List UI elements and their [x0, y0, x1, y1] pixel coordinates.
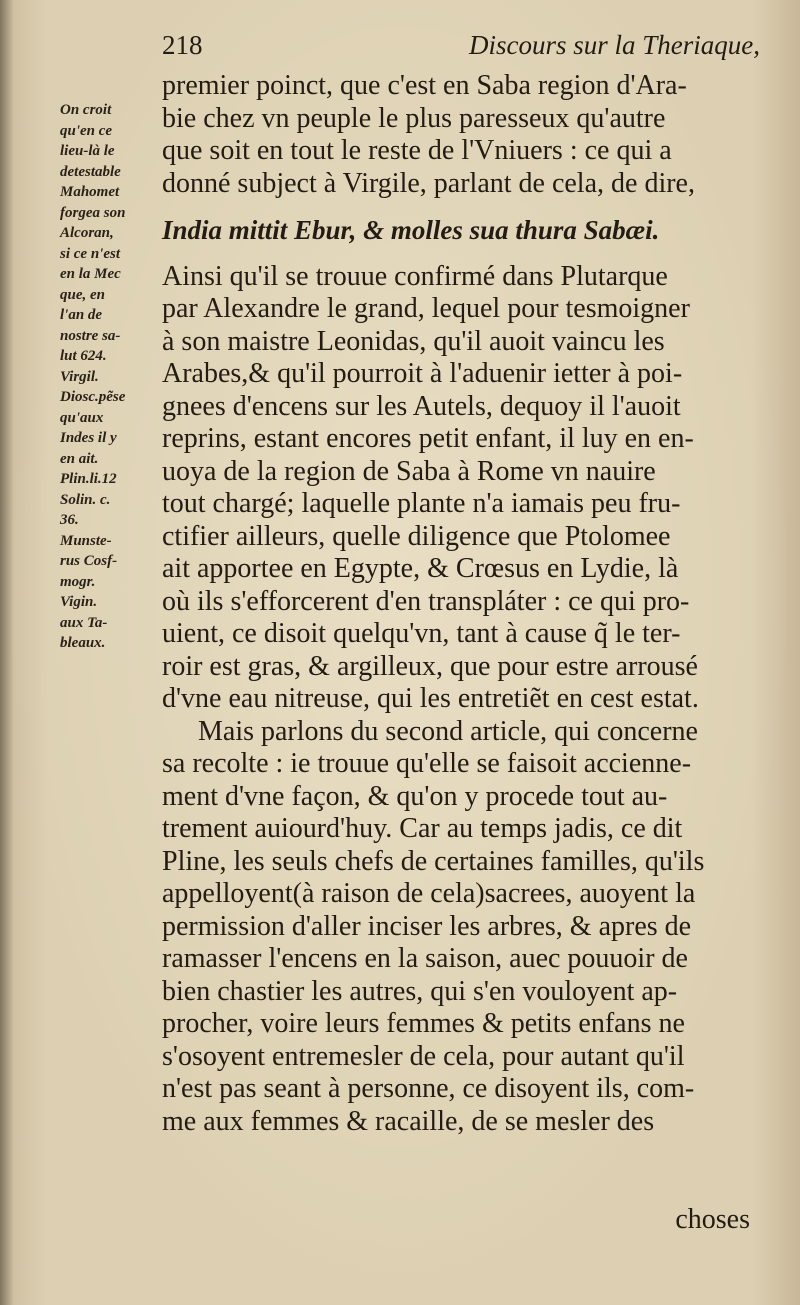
text-line: me aux femmes & racaille, de se mesler des: [162, 1105, 655, 1137]
margin-note-line: rus Cosf-: [60, 553, 118, 569]
text-line: tout chargé; laquelle plante n'a iamais peu fru-: [162, 488, 681, 519]
text-line: donné subject à Virgile, parlant de cela, de dire,: [162, 167, 695, 199]
verse-quotation: India mittit Ebur, & molles sua thura Sabæi.: [162, 215, 660, 245]
margin-note-line: mogr.: [60, 573, 96, 590]
text-line: s'osoyent entremesler de cela, pour autant qu'il: [162, 1040, 685, 1072]
margin-note-line: lut 624.: [60, 348, 107, 364]
text-line: n'est pas seant à personne, ce disoyent ils, com-: [162, 1073, 695, 1104]
catchword: choses: [675, 1204, 750, 1235]
text-line: permission d'aller inciser les arbres, & apres de: [162, 910, 692, 942]
text-line: où ils s'efforcerent d'en transpláter : ce qui pro-: [162, 585, 690, 617]
margin-note-line: que, en: [60, 286, 105, 303]
text-line: Pline, les seuls chefs de certaines familles, qu'ils: [162, 845, 705, 877]
margin-note-line: en la Mec: [60, 266, 121, 282]
margin-note-line: forgea son: [60, 204, 126, 221]
text-line: bien chastier les autres, qui s'en vouloyent ap-: [162, 975, 678, 1007]
text-line: Mais parlons du second article, qui concerne: [198, 715, 698, 747]
margin-note-line: qu'aux: [60, 409, 104, 426]
text-line: ait apportee en Egypte, & Crœsus en Lydie, là: [162, 553, 679, 584]
text-line: appelloyent(à raison de cela)sacrees, auoyent la: [162, 878, 696, 909]
margin-note-line: Vigin.: [60, 594, 98, 610]
text-line: à son maistre Leonidas, qu'il auoit vaincu les: [162, 325, 665, 357]
text-line: gnees d'encens sur les Autels, dequoy il l'auoit: [162, 390, 681, 422]
paragraph-3: [162, 716, 762, 1139]
margin-note-line: Alcoran,: [60, 225, 114, 241]
margin-note-line: qu'en ce: [60, 122, 113, 139]
text-line: que soit en tout le reste de l'Vniuers : ce qui a: [162, 135, 672, 166]
margin-note-line: bleaux.: [60, 635, 106, 651]
page-edge-shadow: [0, 0, 14, 1305]
text-line: premier poinct, que c'est en Saba region d'Ara-: [162, 70, 687, 101]
margin-note-line: detestable: [60, 163, 121, 180]
text-line: ment d'vne façon, & qu'on y procede tout au-: [162, 780, 668, 812]
margin-note-line: en ait.: [60, 450, 99, 467]
text-line: Arabes,& qu'il pourroit à l'aduenir ietter à poi-: [162, 358, 683, 389]
margin-note-line: On croit: [60, 102, 112, 118]
margin-note-line: si ce n'est: [60, 245, 120, 262]
margin-notes: [60, 100, 160, 654]
margin-note-line: 36.: [60, 512, 79, 528]
page-header: [160, 30, 760, 64]
page-number: 218: [162, 30, 203, 60]
text-line: sa recolte : ie trouue qu'elle se faisoit accienne-: [162, 748, 692, 779]
text-line: ctifier ailleurs, quelle diligence que Ptolomee: [162, 520, 671, 552]
text-line: Ainsi qu'il se trouue confirmé dans Plutarque: [162, 260, 668, 292]
text-line: roir est gras, & argilleux, que pour estre arrousé: [162, 650, 698, 682]
text-line: procher, voire leurs femmes & petits enfans ne: [162, 1008, 685, 1039]
text-line: d'vne eau nitreuse, qui les entretiẽt en cest estat.: [162, 683, 699, 714]
margin-note-line: Indes il y: [60, 430, 117, 446]
margin-note-line: Munste-: [60, 532, 112, 549]
text-line: ramasser l'encens en la saison, auec pouuoir de: [162, 943, 688, 974]
margin-note-line: aux Ta-: [60, 614, 108, 631]
margin-note-line: Virgil.: [60, 368, 99, 385]
paragraph-2: [162, 261, 762, 716]
text-line: trement auiourd'huy. Car au temps jadis, ce dit: [162, 813, 683, 844]
text-line: uoya de la region de Saba à Rome vn nauire: [162, 455, 656, 487]
margin-note-line: Plin.li.12: [60, 471, 117, 487]
text-line: bie chez vn peuple le plus paresseux qu'autre: [162, 102, 666, 134]
text-line: par Alexandre le grand, lequel pour tesmoigner: [162, 293, 690, 324]
margin-note-line: l'an de: [60, 307, 103, 323]
paragraph-1: [162, 70, 762, 200]
text-line: uient, ce disoit quelqu'vn, tant à cause q̃ le ter-: [162, 618, 681, 649]
body-text: [162, 70, 762, 1138]
margin-note-line: Diosc.pẽse: [60, 389, 126, 405]
margin-note-line: Solin. c.: [60, 491, 111, 508]
margin-note-line: Mahomet: [60, 184, 120, 200]
margin-note-line: lieu-là le: [60, 143, 115, 159]
margin-note-line: nostre sa-: [60, 327, 121, 344]
running-title: Discours sur la Theriaque,: [468, 30, 760, 60]
text-line: reprins, estant encores petit enfant, il luy en en-: [162, 423, 694, 454]
